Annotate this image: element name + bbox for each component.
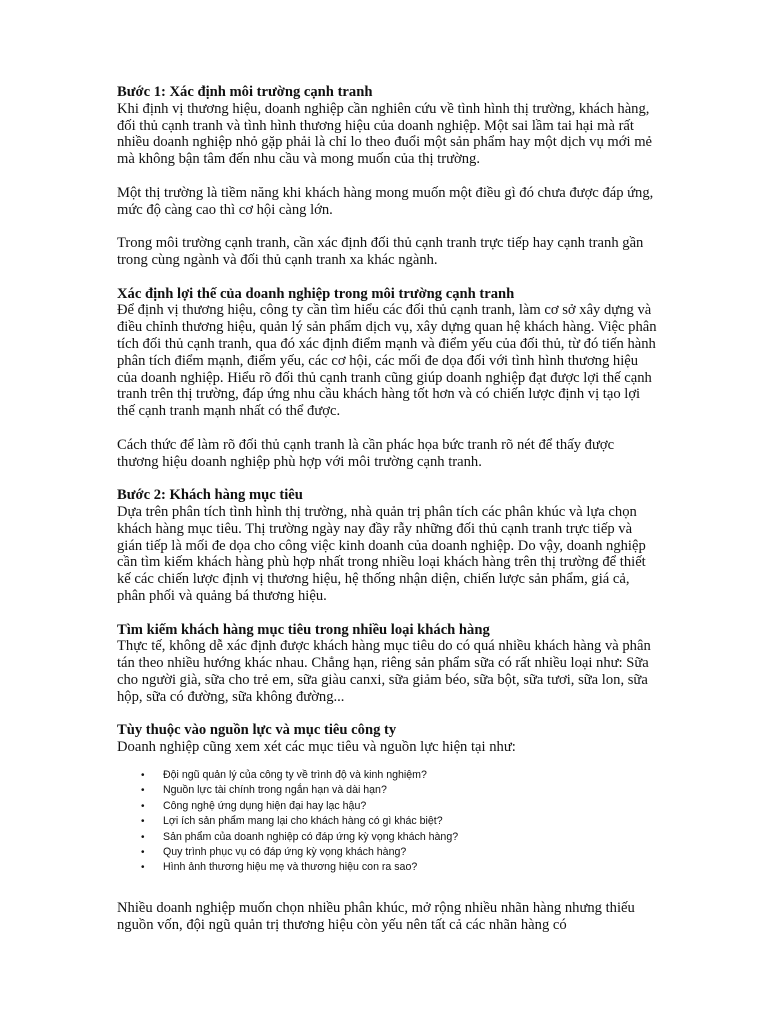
bullet-icon: • — [141, 769, 145, 781]
section-target-customers — [117, 622, 657, 706]
document-page — [117, 84, 657, 933]
list-item: • Sản phẩm của doanh nghiệp có đáp ứng kỳ vọng khách hàng? — [163, 830, 657, 845]
section-resources — [117, 722, 657, 933]
paragraph: Nhiều doanh nghiệp muốn chọn nhiều phân khúc, mở rộng nhiều nhãn hàng nhưng thiếu nguồn vốn, đội ngũ quản trị thương hiệu còn yếu nên tất cả các nhãn hàng có — [117, 899, 635, 933]
list-item: • Hình ảnh thương hiệu mẹ và thương hiệu con ra sao? — [163, 860, 657, 875]
section-step-1-cont-2 — [117, 235, 657, 269]
bullet-list — [117, 768, 657, 876]
list-item: • Công nghệ ứng dụng hiện đại hay lạc hậu? — [163, 799, 657, 814]
section-step-2 — [117, 487, 657, 605]
section-competitive-advantage — [117, 286, 657, 420]
section-heading: Bước 1: Xác định môi trường cạnh tranh — [117, 84, 373, 100]
bullet-icon: • — [141, 846, 145, 858]
bullet-icon: • — [141, 831, 145, 843]
section-heading: Bước 2: Khách hàng mục tiêu — [117, 487, 303, 504]
paragraph: Để định vị thương hiệu, công ty cần tìm hiểu các đối thủ cạnh tranh, làm cơ sở xây dựng và điều chỉnh thương hiệu, quản lý sản phẩm dịch vụ, xây dựng quan hệ khách hàng. Việc phân tích đối thủ cạnh tranh, qua đó xác định điểm mạnh và điểm yếu của đối thủ, từ đó tiến hành phân tích điểm mạnh, điểm yếu, các cơ hội, các mối đe dọa đối với tình hình thương hiệu của doanh nghiệp. Hiểu rõ đối thủ cạnh tranh cũng giúp doanh nghiệp đạt được lợi thế cạnh tranh trên thị trường, đáp ứng nhu cầu khách hàng tốt hơn và có chiến lược định vị tạo lợi thế cạnh tranh mạnh nhất có thể được. — [117, 302, 657, 420]
paragraph: Dựa trên phân tích tình hình thị trường, nhà quản trị phân tích các phân khúc và lựa chọn khách hàng mục tiêu. Thị trường ngày nay đầy rẫy những đối thủ cạnh tranh trực tiếp và gián tiếp là mối đe dọa cho công việc kinh doanh của doanh nghiệp. Do vậy, doanh nghiệp cần tìm kiếm khách hàng phù hợp nhất trong nhiều loại khách hàng trên thị trường để thiết kế các chiến lược định vị thương hiệu, hệ thống nhận diện, chiến lược sản phẩm, giá cả, phân phối và quảng bá thương hiệu. — [117, 503, 646, 604]
bullet-icon: • — [141, 800, 145, 812]
paragraph: Cách thức để làm rõ đối thủ cạnh tranh là cần phác họa bức tranh rõ nét để thấy được thương hiệu doanh nghiệp phù hợp với môi trường cạnh tranh. — [117, 436, 615, 470]
paragraph: Trong môi trường cạnh tranh, cần xác định đối thủ cạnh tranh trực tiếp hay cạnh tranh gần trong cùng ngành và đối thủ cạnh tranh xa khác ngành. — [117, 235, 644, 268]
bullet-icon: • — [141, 862, 145, 874]
section-heading: Xác định lợi thế của doanh nghiệp trong môi trường cạnh tranh — [117, 285, 515, 302]
list-item: • Nguồn lực tài chính trong ngắn hạn và dài hạn? — [163, 783, 657, 798]
section-heading: Tìm kiếm khách hàng mục tiêu trong nhiều loại khách hàng — [117, 621, 490, 638]
list-item: • Đội ngũ quản lý của công ty về trình độ và kinh nghiệm? — [163, 768, 657, 783]
section-step-1 — [117, 84, 657, 168]
list-item: • Quy trình phục vụ có đáp ứng kỳ vọng khách hàng? — [163, 845, 657, 860]
section-step-1-cont — [117, 185, 657, 219]
bullet-icon: • — [141, 816, 145, 828]
paragraph: Khi định vị thương hiệu, doanh nghiệp cần nghiên cứu về tình hình thị trường, khách hàng, đối thủ cạnh tranh và tình hình thương hiệu của doanh nghiệp. Một sai lầm tai hại mà rất nhiều doanh nghiệp nhỏ gặp phải là chỉ lo theo đuổi một sản phẩm hay một dịch vụ mới mẻ mà không bận tâm đến nhu cầu và mong muốn của thị trường. — [117, 100, 653, 168]
list-item: • Lợi ích sản phẩm mang lại cho khách hàng có gì khác biệt? — [163, 814, 657, 829]
paragraph: Doanh nghiệp cũng xem xét các mục tiêu và nguồn lực hiện tại như: — [117, 739, 516, 756]
section-competitive-advantage-cont — [117, 437, 657, 471]
section-heading: Tùy thuộc vào nguồn lực và mục tiêu công ty — [117, 722, 397, 739]
paragraph: Một thị trường là tiềm năng khi khách hàng mong muốn một điều gì đó chưa được đáp ứng, mức độ càng cao thì cơ hội càng lớn. — [117, 184, 654, 218]
bullet-icon: • — [141, 785, 145, 797]
paragraph: Thực tế, không dễ xác định được khách hàng mục tiêu do có quá nhiều khách hàng và phân tán theo nhiều hướng khác nhau. Chẳng hạn, riêng sản phẩm sữa có rất nhiều loại như: Sữa cho người già, sữa cho trẻ em, sữa giàu canxi, sữa giảm béo, sữa bột, sữa tươi, sữa lon, sữa hộp, sữa có đường, sữa không đường... — [117, 638, 651, 705]
